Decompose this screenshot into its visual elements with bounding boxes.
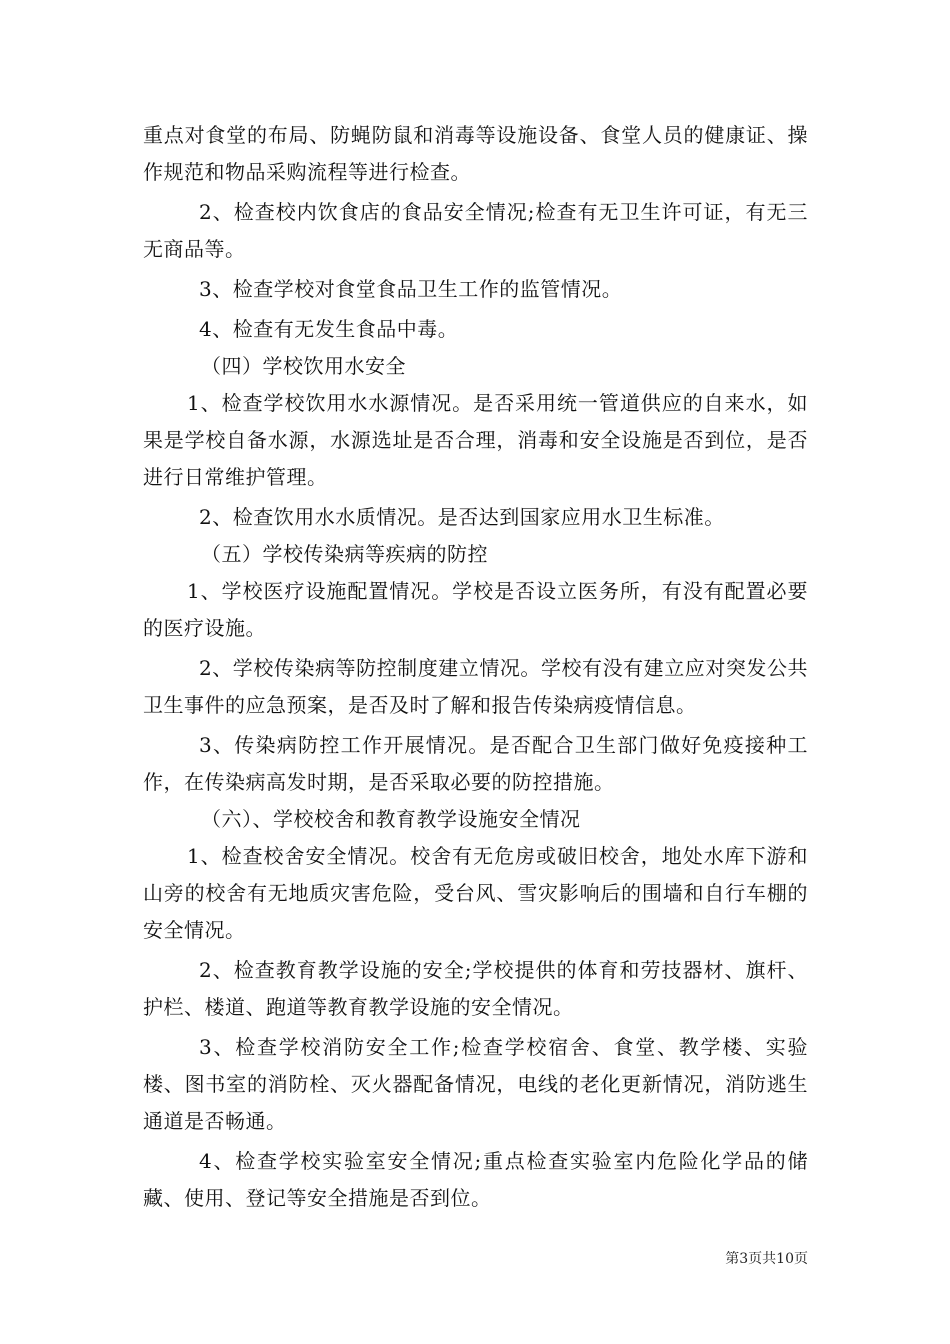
paragraph-2: 2、检查校内饮食店的食品安全情况;检查有无卫生许可证，有无三无商品等。 [143,200,808,261]
paragraph-8: 2、学校传染病等防控制度建立情况。学校有没有建立应对突发公共卫生事件的应急预案，是否及时了解和报告传染病疫情信息。 [143,656,808,717]
paragraph-1: 重点对食堂的布局、防蝇防鼠和消毒等设施设备、食堂人员的健康证、操作规范和物品采购流程等进行检查。 [143,123,808,184]
section-heading-5: （五）学校传染病等疾病的防控 [201,542,488,566]
paragraph-12: 3、检查学校消防安全工作;检查学校宿舍、食堂、教学楼、实验楼、图书室的消防栓、灭火器配备情况，电线的老化更新情况，消防逃生通道是否畅通。 [143,1035,808,1133]
paragraph-6: 2、检查饮用水水质情况。是否达到国家应用水卫生标准。 [199,505,725,529]
paragraph-9: 3、传染病防控工作开展情况。是否配合卫生部门做好免疫接种工作，在传染病高发时期，是否采取必要的防控措施。 [143,733,808,794]
paragraph-7: 1、学校医疗设施配置情况。学校是否设立医务所，有没有配置必要的医疗设施。 [143,579,808,640]
section-heading-4: （四）学校饮用水安全 [201,354,406,378]
document-body [143,117,808,1217]
paragraph-10: 1、检查校舍安全情况。校舍有无危房或破旧校舍，地处水库下游和山旁的校舍有无地质灾害危险，受台风、雪灾影响后的围墙和自行车棚的安全情况。 [143,844,808,942]
paragraph-13: 4、检查学校实验室安全情况;重点检查实验室内危险化学品的储藏、使用、登记等安全措施是否到位。 [143,1149,808,1210]
paragraph-11: 2、检查教育教学设施的安全;学校提供的体育和劳技器材、旗杆、护栏、楼道、跑道等教育教学设施的安全情况。 [143,958,808,1019]
paragraph-3: 3、检查学校对食堂食品卫生工作的监管情况。 [199,277,623,301]
paragraph-5: 1、检查学校饮用水水源情况。是否采用统一管道供应的自来水，如果是学校自备水源，水源选址是否合理，消毒和安全设施是否到位，是否进行日常维护管理。 [143,391,808,489]
page-number-footer: 第3页共10页 [725,1251,808,1267]
paragraph-4: 4、检查有无发生食品中毒。 [199,317,459,341]
section-heading-6: （六）、学校校舍和教育教学设施安全情况 [201,807,581,831]
